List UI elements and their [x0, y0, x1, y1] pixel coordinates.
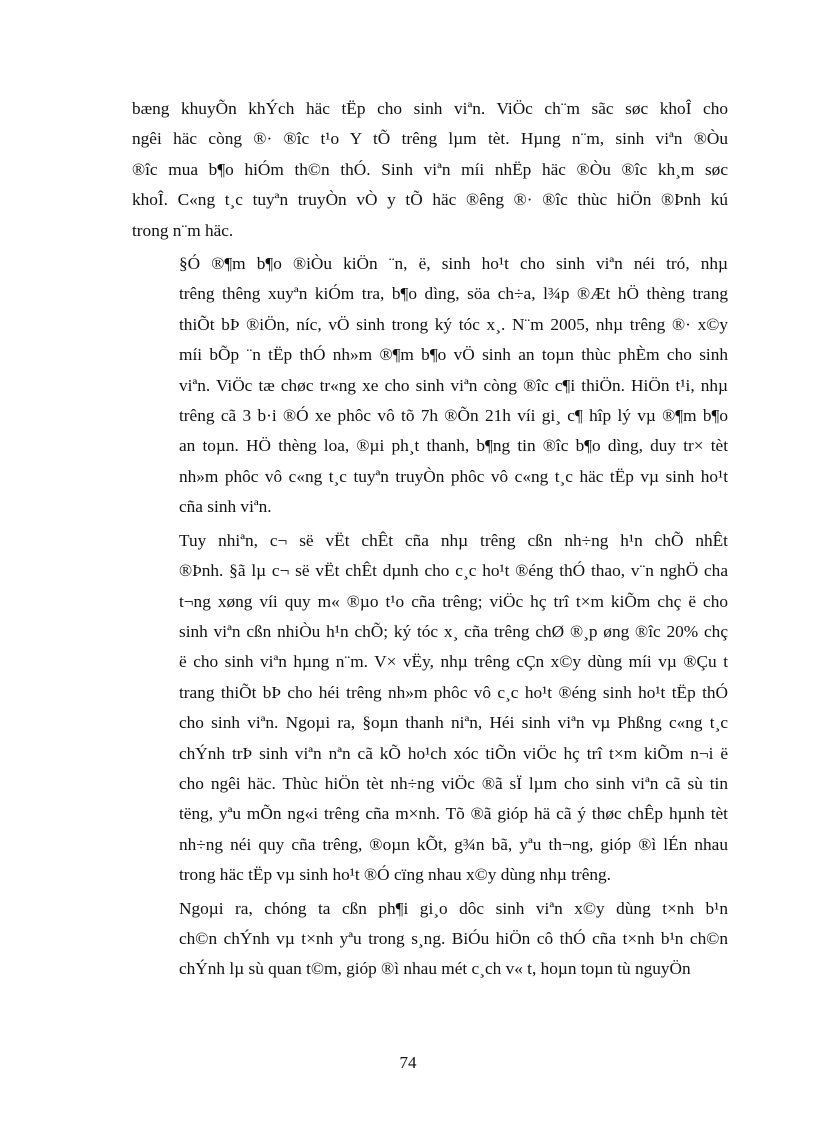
text-line: trêng cã 3 b·i ®Ó xe phôc vô tõ 7h ®Õn 21h víi gi¸ c¶ hîp lý vµ ®¶m b¶o — [179, 406, 728, 426]
text-line: viªn. ViÖc tæ chøc tr«ng xe cho sinh viªn còng ®îc c¶i thiÖn. HiÖn t¹i, nhµ — [179, 375, 728, 395]
text-line: trong häc tËp vµ sinh ho¹t ®Ó cïng nhau x©y dùng nhµ trêng. — [179, 865, 611, 885]
paragraph — [132, 894, 728, 985]
text-line: cho ngêi häc. Thùc hiÖn tèt nh÷ng viÖc ®ã sÏ lµm cho sinh viªn cã sù tin — [179, 773, 728, 793]
text-line: trêng thêng xuyªn kiÓm tra, b¶o dìng, söa ch÷a, l¾p ®Æt hÖ thèng trang — [179, 284, 728, 304]
text-line: tëng, yªu mÕn ng«i trêng cña m×nh. Tõ ®ã gióp hä cã ý thøc chÊp hµnh tèt — [179, 804, 728, 824]
text-line: khoÎ. C«ng t¸c tuyªn truyÒn vÒ y tÕ häc ®êng ®· ®îc thùc hiÖn ®Þnh kú — [132, 190, 728, 210]
text-line: ®Þnh. §ã lµ c¬ së vËt chÊt dµnh cho c¸c ho¹t ®éng thÓ thao, v¨n nghÖ cha — [179, 561, 728, 581]
text-line: §Ó ®¶m b¶o ®iÒu kiÖn ¨n, ë, sinh ho¹t cho sinh viªn néi tró, nhµ — [179, 254, 728, 274]
paragraph — [132, 526, 728, 891]
text-line: chÝnh lµ sù quan t©m, gióp ®ì nhau mét c¸ch v« t, hoµn toµn tù nguyÖn — [179, 959, 691, 979]
text-line: cña sinh viªn. — [179, 497, 272, 517]
paragraph — [132, 249, 728, 523]
text-line: an toµn. HÖ thèng loa, ®µi ph¸t thanh, b¶ng tin ®îc b¶o dìng, duy tr× tèt — [179, 436, 728, 456]
text-line: nh»m phôc vô c«ng t¸c tuyªn truyÒn phôc vô c«ng t¸c häc tËp vµ sinh ho¹t — [179, 466, 728, 486]
text-line: chÝnh trÞ sinh viªn nªn cã kÕ ho¹ch xóc tiÕn viÖc hç trî t×m kiÕm n¬i ë — [179, 743, 728, 763]
text-line: ®îc mua b¶o hiÓm th©n thÓ. Sinh viªn míi nhËp häc ®Òu ®îc kh¸m søc — [132, 159, 728, 179]
text-line: t¬ng xøng víi quy m« ®µo t¹o cña trêng; viÖc hç trî t×m kiÕm chç ë cho — [179, 591, 728, 611]
page-number: 74 — [399, 1053, 417, 1072]
text-line: ngêi häc còng ®· ®îc t¹o Y tÕ trêng lµm tèt. Hµng n¨m, sinh viªn ®Òu — [132, 129, 728, 149]
text-line: sinh viªn cßn nhiÒu h¹n chÕ; ký tóc x¸ cña trêng chØ ®¸p øng ®îc 20% chç — [179, 621, 728, 641]
text-line: míi bÕp ¨n tËp thÓ nh»m ®¶m b¶o vÖ sinh an toµn thùc phÈm cho sinh — [179, 345, 728, 365]
text-line: cho sinh viªn. Ngoµi ra, §oµn thanh niªn, Héi sinh viªn vµ Phßng c«ng t¸c — [179, 713, 728, 733]
text-line: Tuy nhiªn, c¬ së vËt chÊt cña nhµ trêng cßn nh÷ng h¹n chÕ nhÊt — [179, 530, 728, 550]
paragraph — [132, 94, 728, 246]
text-line: ë cho sinh viªn hµng n¨m. V× vËy, nhµ trêng cÇn x©y dùng míi vµ ®Çu t — [179, 652, 728, 672]
text-line: trang thiÕt bÞ cho héi trêng nh»m phôc vô c¸c ho¹t ®éng sinh ho¹t tËp thÓ — [179, 682, 728, 702]
text-line: trong n¨m häc. — [132, 220, 234, 240]
text-line: ch©n chÝnh vµ t×nh yªu trong s¸ng. BiÓu hiÖn cô thÓ cña t×nh b¹n ch©n — [179, 928, 728, 948]
text-line: Ngoµi ra, chóng ta cßn ph¶i gi¸o dôc sinh viªn x©y dùng t×nh b¹n — [179, 898, 728, 918]
text-line: nh÷ng néi quy cña trêng, ®oµn kÕt, g¾n bã, yªu th¬ng, gióp ®ì lÉn nhau — [179, 834, 728, 854]
text-line: thiÕt bÞ ®iÖn, níc, vÖ sinh trong ký tóc x¸. N¨m 2005, nhµ trêng ®· x©y — [179, 314, 728, 334]
text-line: bæng khuyÕn khÝch häc tËp cho sinh viªn. ViÖc ch¨m sãc søc khoÎ cho — [132, 99, 728, 118]
body-text — [132, 94, 728, 985]
